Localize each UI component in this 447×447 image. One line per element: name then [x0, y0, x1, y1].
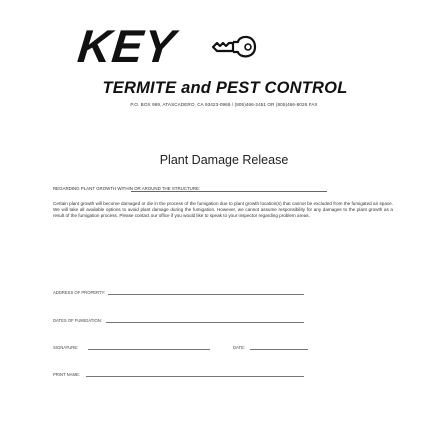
address-field[interactable]	[108, 294, 304, 295]
section-heading: REGARDING PLANT GROWTH WITHIN OR AROUND THE STRUCTURE:	[53, 186, 201, 191]
document-title: Plant Damage Release	[159, 153, 289, 167]
release-paragraph: Certain plant growth will become damaged or die in the process of the fumigation due to plant growth location(s) that cannot be excluded from the fumigated air space. We will take all available options to avoid plant damage during the fumigation. However, we cannot assume responsibility for any damages to the plant growth as a result of the fumigation process. Please contact our office if you would like to speak to your inspector regarding problem areas.	[53, 201, 393, 218]
signature-field[interactable]	[88, 349, 210, 350]
dates-field[interactable]	[106, 322, 304, 323]
company-logo	[75, 20, 368, 80]
company-tagline: TERMITE and PEST CONTROL	[102, 79, 348, 97]
address-label: ADDRESS OF PROPERTY:	[53, 290, 106, 295]
company-address: P.O. BOX 969, ATASCADERO, CA 93423-0969 / (805)466-2451 OR (805)466-8026 FAX	[130, 102, 318, 107]
signature-label: SIGNATURE:	[53, 345, 79, 350]
print-name-label: PRINT NAME:	[53, 372, 80, 377]
logo-wordmark: KEY	[75, 20, 179, 72]
print-name-field[interactable]	[86, 376, 304, 377]
date-field[interactable]	[250, 349, 308, 350]
key-icon	[211, 30, 257, 60]
dates-label: DATES OF FUMIGATION:	[53, 318, 102, 323]
heading-underline	[131, 191, 327, 192]
date-label: DATE:	[233, 345, 246, 350]
